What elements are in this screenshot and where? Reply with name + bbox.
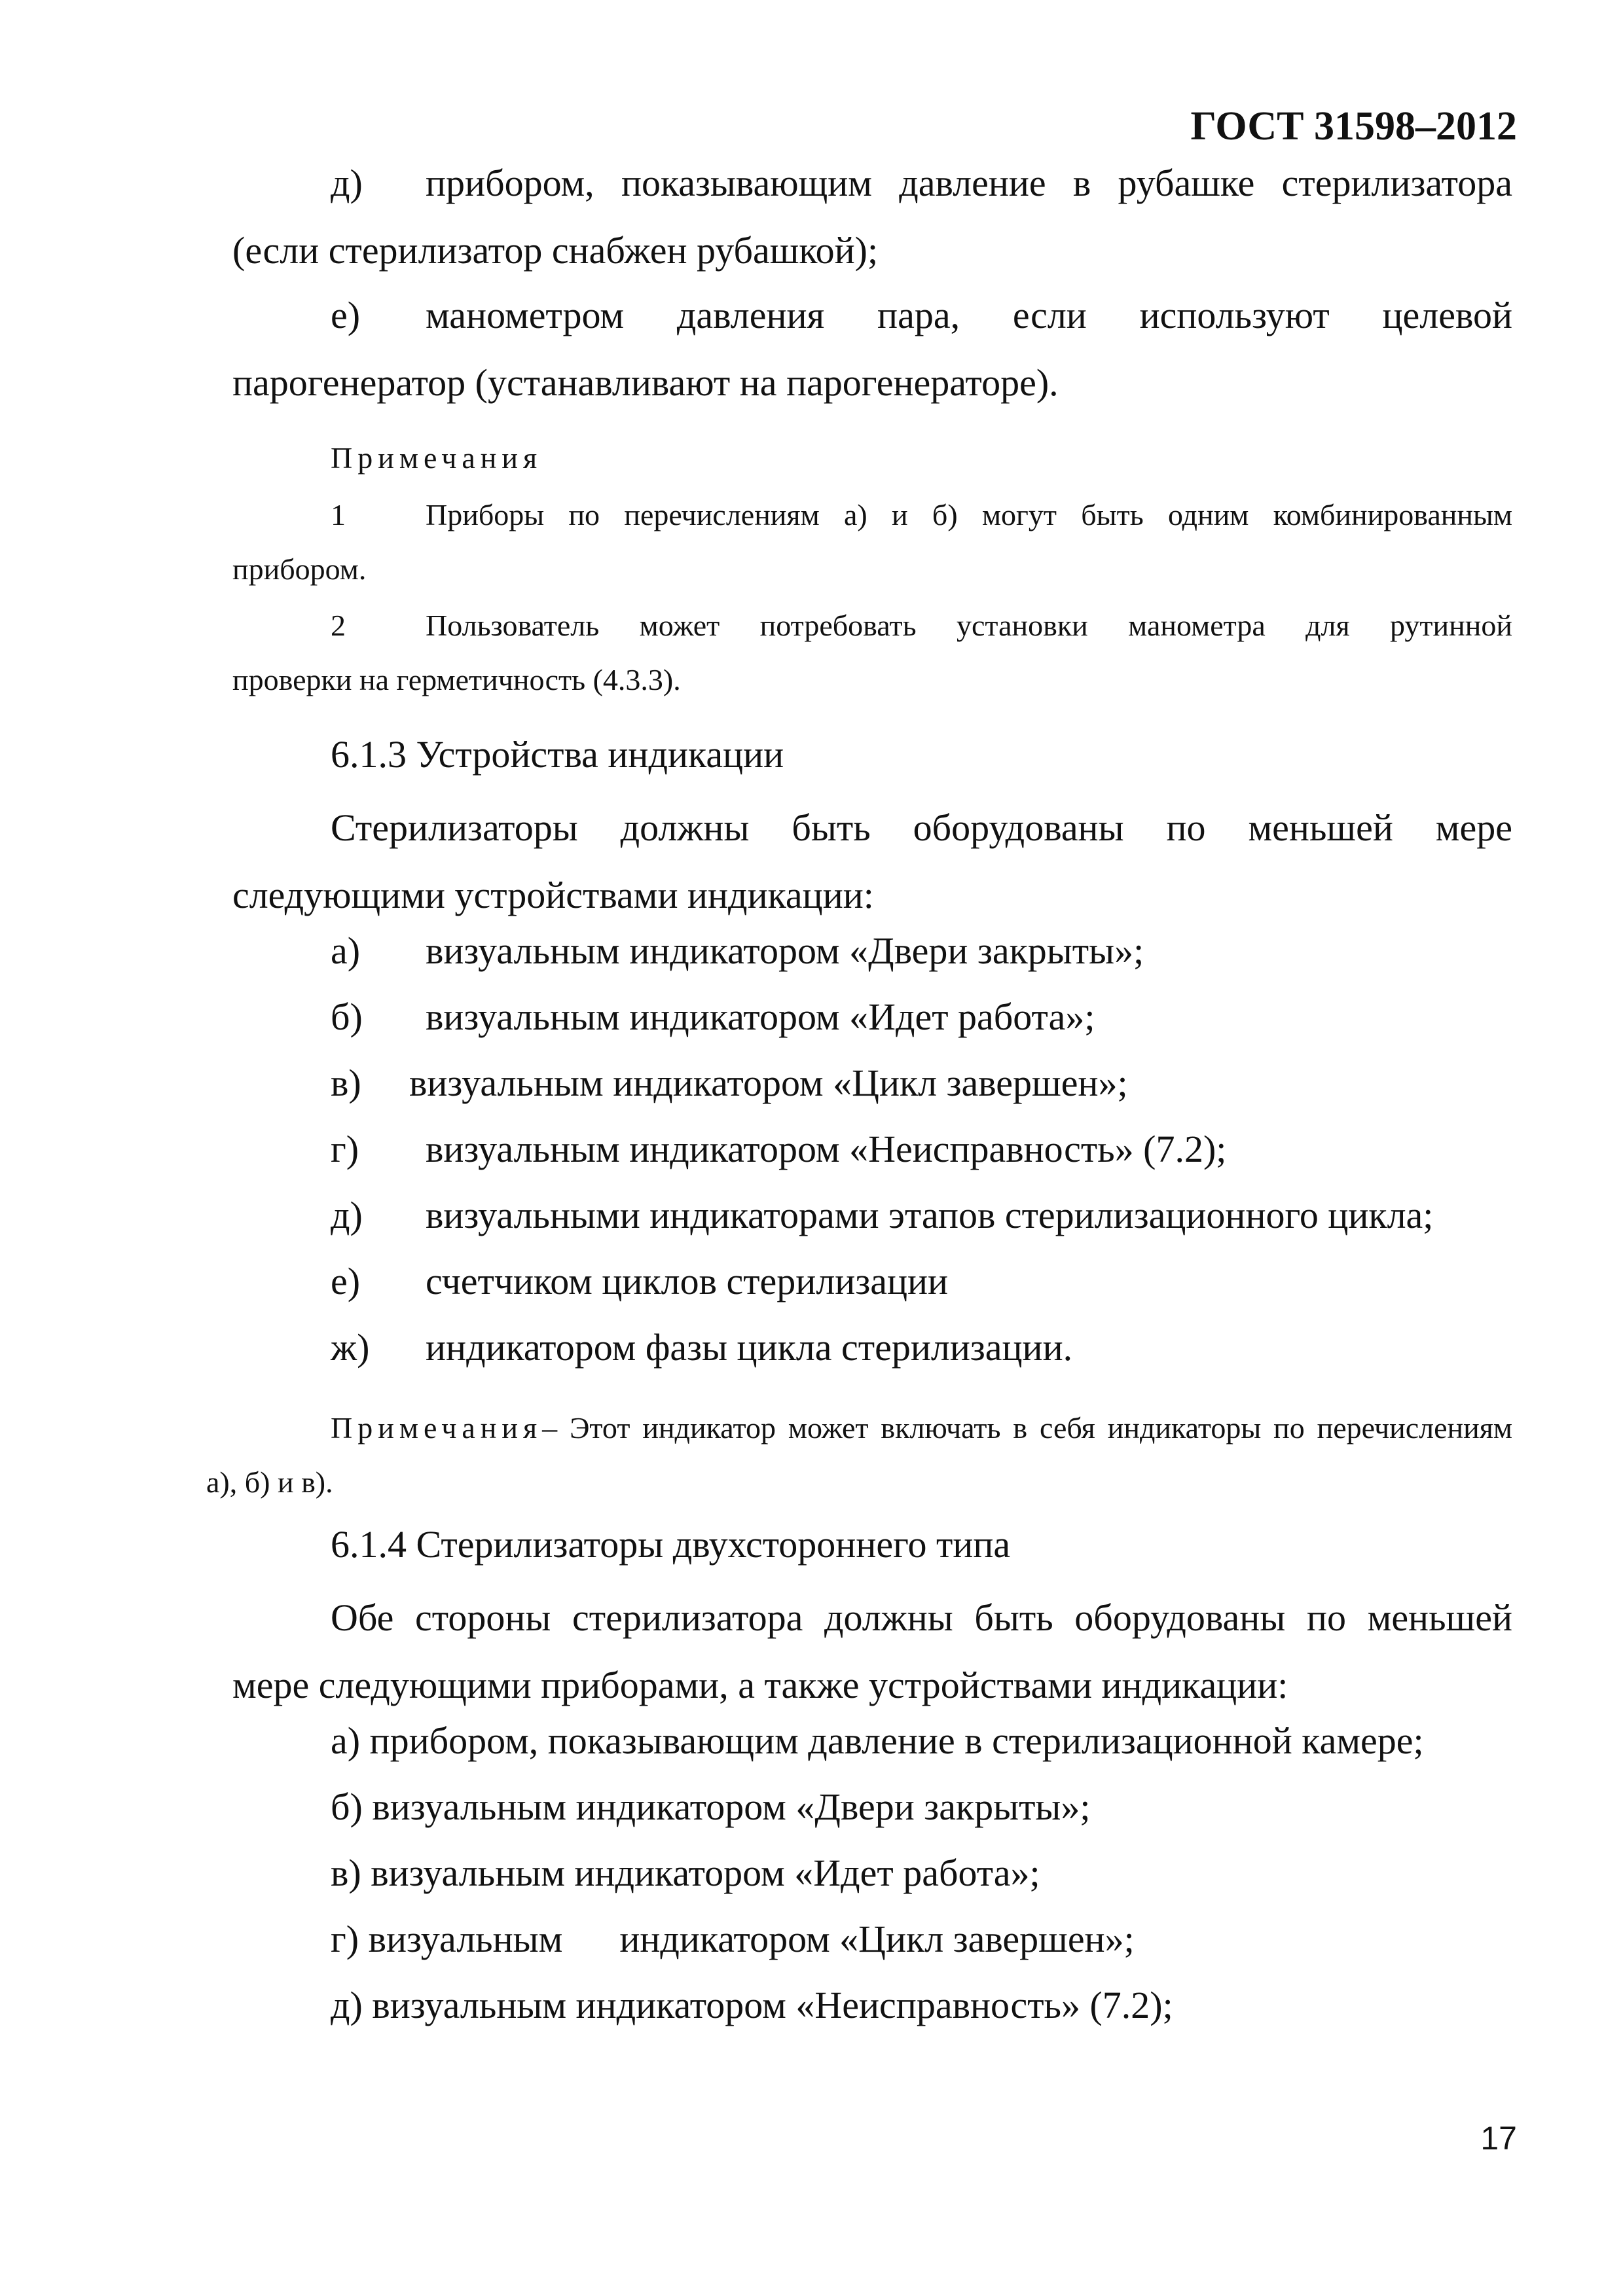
list-item: г) визуальным индикатором «Цикл завершен»; [331, 1918, 1135, 1960]
note-1-line2: прибором. [232, 552, 367, 586]
note-1 [232, 488, 1512, 596]
list-item: б) визуальным индикатором «Двери закрыты»; [331, 1785, 1091, 1828]
section-6-1-3-note-line1 [206, 1401, 1512, 1455]
note-2 [232, 598, 1512, 707]
list-item-marker: г) [331, 1128, 359, 1170]
note-2-line1 [232, 598, 1512, 653]
intro-item-e-marker: е) [331, 294, 361, 336]
list-item: в) визуальным индикатором «Идет работа»; [331, 1852, 1040, 1894]
list-item-text: визуальными индикаторами этапов стерилизационного цикла; [426, 1194, 1434, 1236]
section-6-1-3-heading: 6.1.3 Устройства индикации [331, 733, 784, 776]
section-6-1-4-paragraph [232, 1584, 1512, 1719]
section-6-1-4-para-line1: Обе стороны стерилизатора должны быть оборудованы по меньшей [331, 1596, 1512, 1639]
intro-item-e-line1 [232, 281, 1512, 349]
intro-item-d-text: прибором, показывающим давление в рубашке стерилизатора [426, 162, 1512, 204]
note-2-line2: проверки на герметичность (4.3.3). [232, 663, 681, 696]
section-6-1-3-note-line2: а), б) и в). [206, 1465, 333, 1499]
intro-item-d-marker: д) [331, 162, 363, 204]
section-6-1-3-note-text: – Этот индикатор может включать в себя индикаторы по перечислениям [542, 1411, 1512, 1444]
intro-item-d-line1 [232, 149, 1512, 217]
section-6-1-3-paragraph [232, 794, 1512, 929]
intro-item-d [232, 149, 1512, 284]
list-item-text: визуальным индикатором «Двери закрыты»; [426, 929, 1144, 972]
list-item-text: визуальным индикатором «Неисправность» (7.2); [426, 1128, 1227, 1170]
list-item-text: индикатором фазы цикла стерилизации. [426, 1326, 1073, 1369]
notes-title: Примечания [331, 441, 543, 475]
intro-item-e-text: манометром давления пара, если используют целевой [426, 294, 1512, 336]
note-1-text: Приборы по перечислениям а) и б) могут быть одним комбинированным [426, 498, 1512, 531]
list-item-marker: б) [331, 996, 363, 1038]
list-item-marker: ж) [331, 1326, 370, 1369]
list-item-marker: е) [331, 1260, 361, 1302]
list-item-marker: в) [331, 1062, 361, 1104]
section-6-1-3-para-line1: Стерилизаторы должны быть оборудованы по меньшей мере [331, 806, 1512, 849]
section-6-1-4-para-line2: мере следующими приборами, а также устройствами индикации: [232, 1664, 1288, 1706]
intro-item-d-line2: (если стерилизатор снабжен рубашкой); [232, 229, 879, 272]
section-6-1-3-note [206, 1401, 1512, 1509]
list-item-marker: д) [331, 1194, 363, 1236]
page-number: 17 [1480, 2120, 1517, 2157]
list-item-text: визуальным индикатором «Цикл завершен»; [409, 1062, 1128, 1104]
intro-item-e-line2: парогенератор (устанавливают на парогенераторе). [232, 361, 1059, 404]
note-1-number: 1 [331, 498, 346, 531]
list-item: д) визуальным индикатором «Неисправность» (7.2); [331, 1984, 1173, 2026]
list-item-text: визуальным индикатором «Идет работа»; [426, 996, 1095, 1038]
list-item-marker: а) [331, 929, 361, 972]
note-1-line1 [232, 488, 1512, 542]
document-code: ГОСТ 31598–2012 [1190, 104, 1517, 149]
section-6-1-3-para-line2: следующими устройствами индикации: [232, 874, 874, 916]
section-6-1-3-note-title: Примечания [331, 1411, 543, 1444]
note-2-number: 2 [331, 609, 346, 642]
section-6-1-4-heading: 6.1.4 Стерилизаторы двухстороннего типа [331, 1523, 1011, 1566]
intro-item-e [232, 281, 1512, 416]
list-item: а) прибором, показывающим давление в стерилизационной камере; [331, 1719, 1424, 1762]
note-2-text: Пользователь может потребовать установки манометра для рутинной [426, 609, 1512, 642]
list-item-text: счетчиком циклов стерилизации [426, 1260, 949, 1302]
